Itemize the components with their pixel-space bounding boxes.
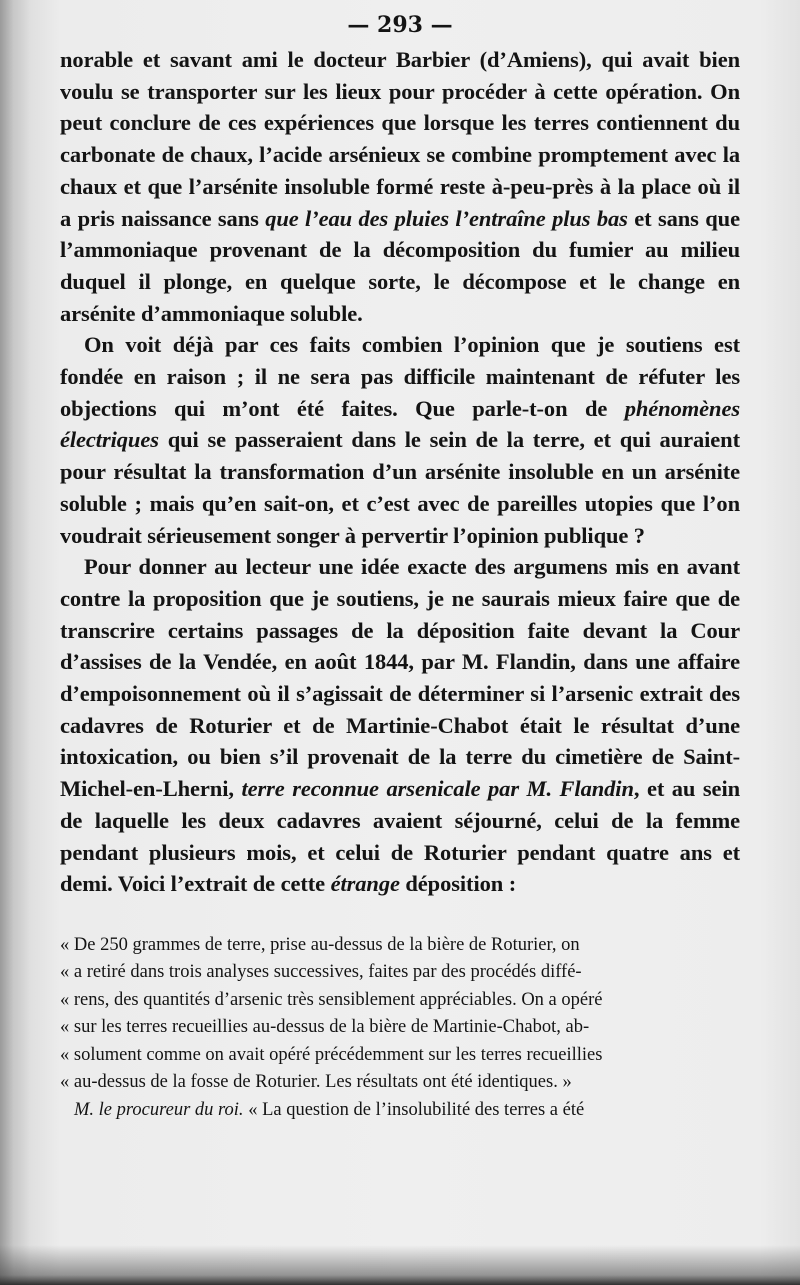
speaker-text: « La question de l’insolubilité des terres a été — [243, 1099, 585, 1120]
text-run: , et au sein de laquelle les deux cadavres avaient séjourné, celui de la femme pendant plusieurs mois, et celui de Roturier pendant quatre ans et demi. Voici l’extrait de cette — [60, 776, 741, 897]
procureur-line — [60, 1097, 740, 1125]
quote-line: « De 250 grammes de terre, prise au-dessus de la bière de Roturier, on — [60, 934, 580, 955]
italic-run: terre reconnue arsenicale par M. Flandin — [241, 776, 634, 802]
text-run: qui se passeraient dans le sein de la terre, et qui auraient pour résultat la transformation d’un arsénite insoluble en un arsénite soluble ; mais qu’en sait-on, et c’est avec de pareilles utopies que l’on voudrait sérieusement songer à pervertir l’opinion publique ? — [60, 427, 740, 548]
italic-run: que l’eau des pluies l’entraîne plus bas — [265, 205, 628, 231]
quote-line: « sur les terres recueillies au-dessus de la bière de Martinie-Chabot, ab- — [60, 1017, 590, 1038]
text-run: Pour donner au lecteur une idée exacte des argumens mis en avant contre la proposition que je soutiens, je ne saurais mieux faire que de transcrire certains passages de la déposition faite devant la Cour d’assises de la Vendée, en août 1844, par M. Flandin, dans une affaire d’empoisonnement où il s’agissait de déterminer si l’arsenic extrait des cadavres de Roturier et de Martinie-Chabot était le résultat d’une intoxication, ou bien s’il provenait de la terre du cimetière de Saint-Michel-en-Lherni, — [60, 554, 740, 802]
quote-line: « a retiré dans trois analyses successives, faites par des procédés diffé- — [60, 962, 582, 983]
body-text — [60, 44, 740, 900]
italic-run: phénomènes électriques — [60, 395, 740, 453]
text-run: déposition : — [399, 871, 517, 897]
text-run: et sans que l’ammoniaque provenant de la décomposition du fumier au milieu duquel il plonge, en quelque sorte, le décompose et le change en arsénite d’ammoniaque soluble. — [60, 205, 740, 326]
testimony-quote — [60, 932, 740, 1125]
quote-line: « solument comme on avait opéré précédemment sur les terres recueillies — [60, 1044, 603, 1065]
paragraph-2 — [60, 329, 740, 551]
page-bottom-shadow — [0, 1245, 800, 1285]
paragraph-3 — [60, 551, 740, 900]
italic-run: étrange — [330, 871, 400, 897]
page-content — [60, 0, 740, 1124]
quote-line: « au-dessus de la fosse de Roturier. Les résultats ont été identiques. » — [60, 1072, 572, 1093]
paragraph-1 — [60, 44, 740, 329]
text-run: On voit déjà par ces faits combien l’opinion que je soutiens est fondée en raison ; il ne sera pas difficile maintenant de réfuter les objections qui m’ont été faites. Que parle-t-on de — [60, 332, 740, 421]
speaker-name: M. le procureur du roi. — [74, 1099, 244, 1120]
page-number: — 293 — — [347, 12, 453, 38]
quote-lines — [60, 932, 740, 1097]
book-spine-shadow — [0, 0, 30, 1285]
text-run: norable et savant ami le docteur Barbier (d’Amiens), qui avait bien voulu se transporter sur les lieux pour procéder à cette opération. On peut conclure de ces expériences que lorsque les terres contiennent du carbonate de chaux, l’acide arsénieux se combine promptement avec la chaux et que l’arsénite insoluble formé reste à-peu-près à la place où il a pris naissance sans — [60, 47, 740, 231]
quote-line: « rens, des quantités d’arsenic très sensiblement appréciables. On a opéré — [60, 989, 603, 1010]
